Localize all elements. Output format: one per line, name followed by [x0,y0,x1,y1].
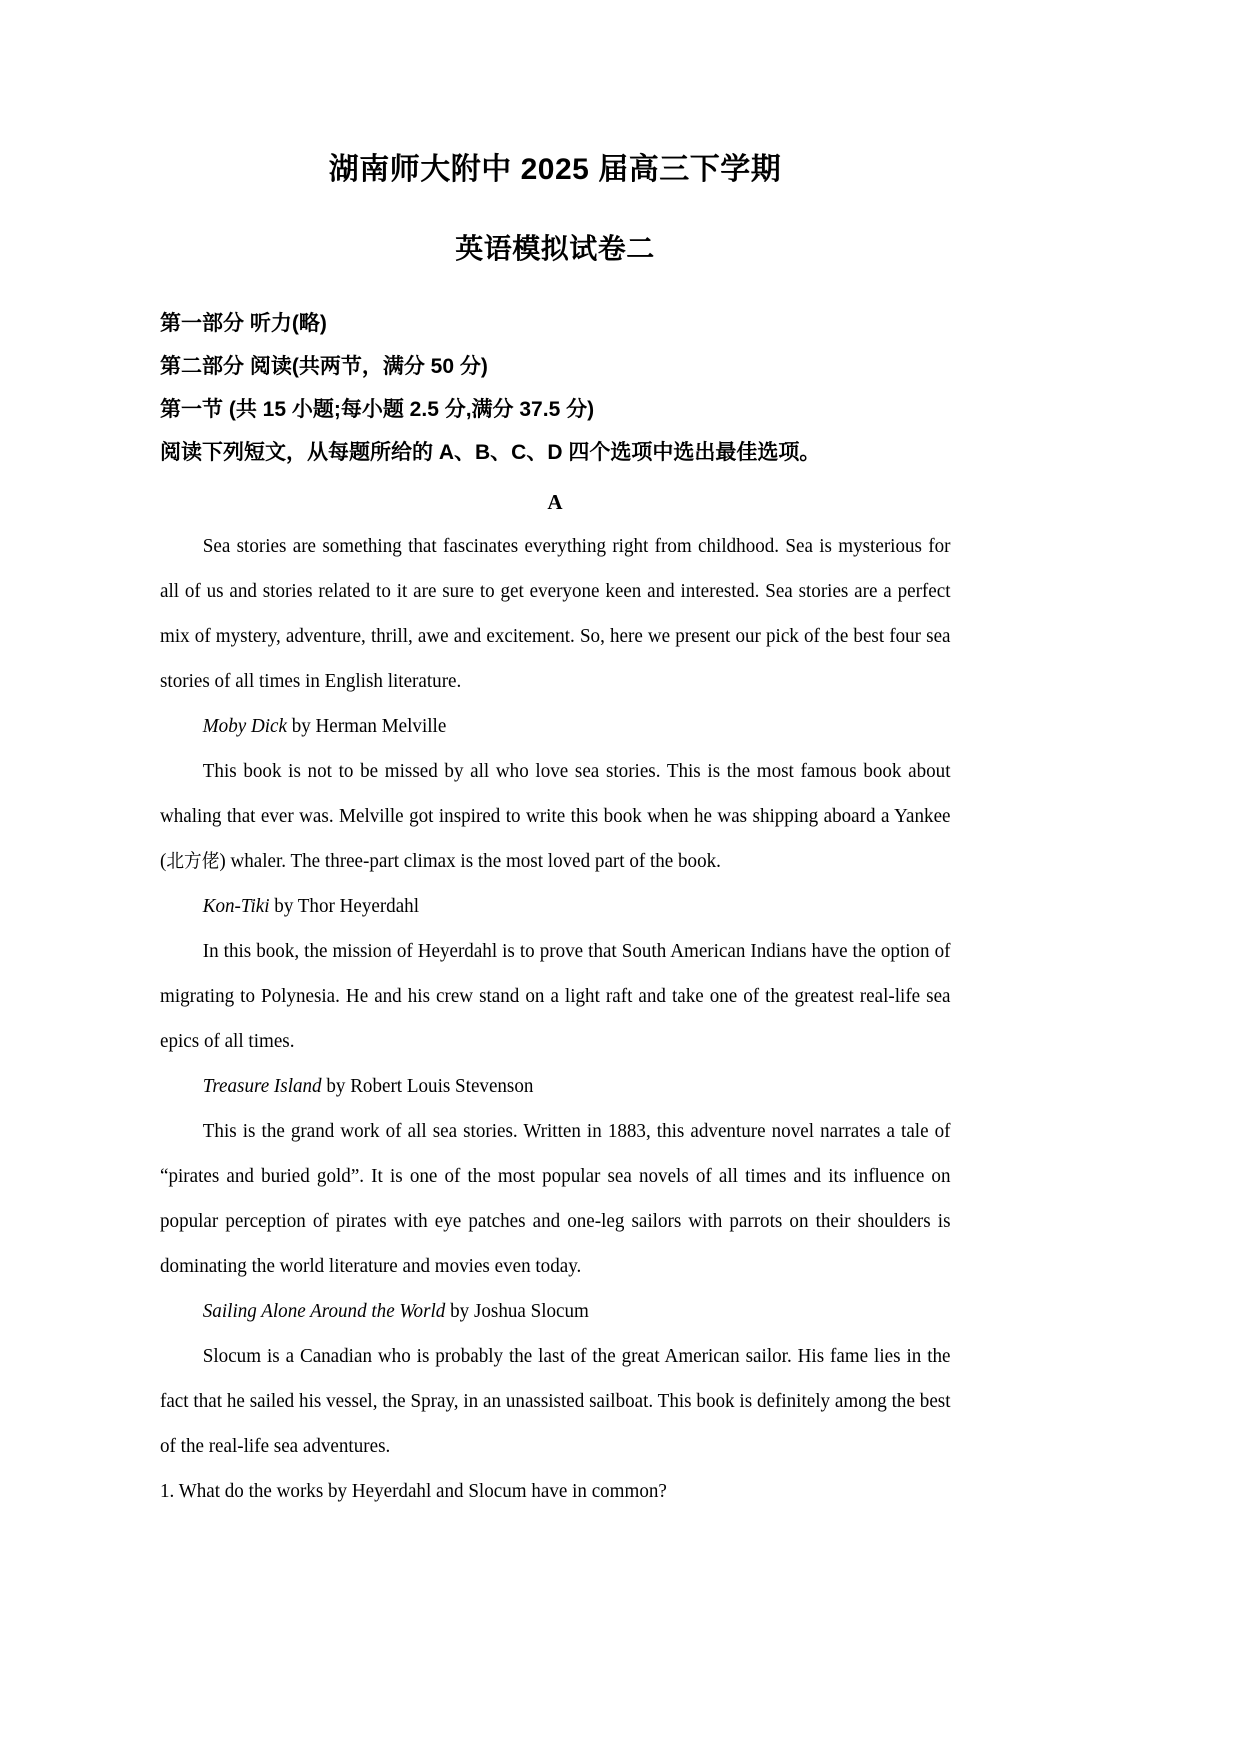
passage-intro-paragraph: Sea stories are something that fascinates everything right from childhood. Sea is mysterious for all of us and stories related to it are sure to get everyone keen and interested. Sea stories are a perfect mix of mystery, adventure, thrill, awe and excitement. So, here we present our pick of the best four sea stories of all times in English literature. [160,534,951,692]
section-instruction: 阅读下列短文，从每题所给的 A、B、C、D 四个选项中选出最佳选项。 [160,440,821,464]
book-title-1: Moby Dick [202,714,287,737]
page-subtitle: 英语模拟试卷二 [455,233,655,264]
section-heading-listening: 第一部分 听力(略) [160,311,327,335]
book-byline-2: by Thor Heyerdahl [269,894,420,917]
book-body-3: This is the grand work of all sea stories. Written in 1883, this adventure novel narrates a tale of “pirates and buried gold”. It is one of the most popular sea novels of all times and its influence on popular perception of pirates with eye patches and one-leg sailors with parrots on their shoulders is dominating the world literature and movies even today. [160,1119,951,1277]
section-heading-subsection-one: 第一节 (共 15 小题;每小题 2.5 分,满分 37.5 分) [160,397,595,421]
book-heading-1 [160,704,951,749]
section-heading-reading: 第二部分 阅读(共两节，满分 50 分) [160,354,488,378]
book-title-3: Treasure Island [202,1074,322,1097]
question-1: 1. What do the works by Heyerdahl and Slocum have in common? [160,1479,667,1502]
book-heading-3 [160,1064,951,1109]
book-title-4: Sailing Alone Around the World [202,1299,446,1322]
book-body-1-part-a: This book is not to be missed by all who love sea stories. This is the most famous book about whaling that ever was. Melville got inspired to write this book when he was shipping aboard a Yankee ( [160,759,951,872]
book-body-1-part-b: ) whaler. The three-part climax is the most loved part of the book. [219,849,721,872]
book-title-2: Kon-Tiki [202,894,270,917]
book-body-1-gloss: 北方佬 [166,850,220,872]
book-body-1 [160,749,951,884]
book-heading-4 [160,1289,951,1334]
page-title: 湖南师大附中 2025 届高三下学期 [328,153,782,186]
book-heading-2 [160,884,951,929]
book-byline-4: by Joshua Slocum [445,1299,589,1322]
page-content [160,0,950,1514]
passage-letter-label: A [547,489,563,514]
book-body-2: In this book, the mission of Heyerdahl is to prove that South American Indians have the option of migrating to Polynesia. He and his crew stand on a light raft and take one of the greatest real-life sea epics of all times. [160,939,951,1052]
book-byline-1: by Herman Melville [286,714,447,737]
book-body-4: Slocum is a Canadian who is probably the last of the great American sailor. His fame lies in the fact that he sailed his vessel, the Spray, in an unassisted sailboat. This book is definitely among the best of the real-life sea adventures. [160,1344,951,1457]
book-byline-3: by Robert Louis Stevenson [321,1074,534,1097]
